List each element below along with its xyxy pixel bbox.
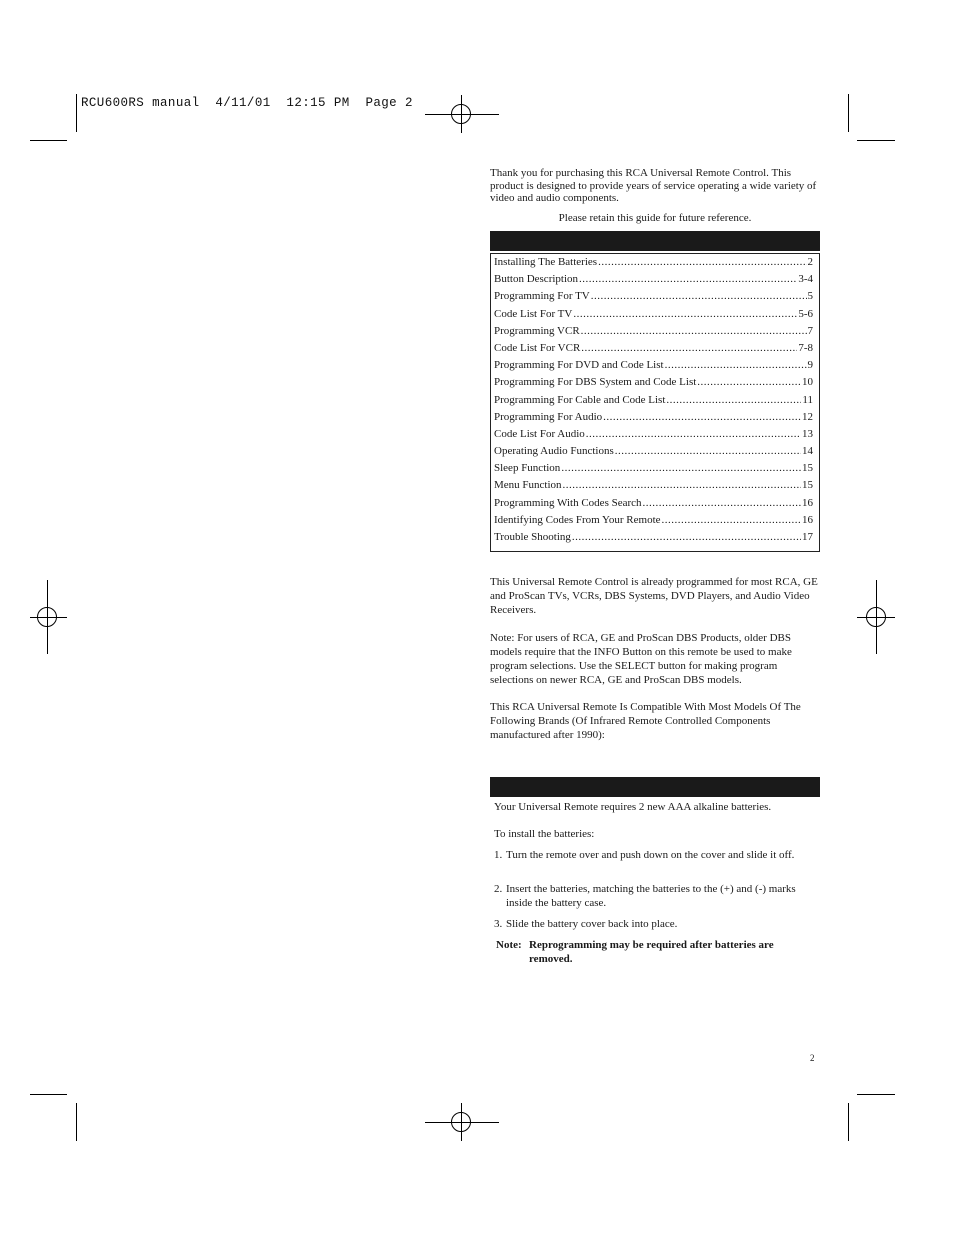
toc-entry-title: Programming VCR bbox=[494, 324, 580, 337]
toc-entry-title: Programming For Audio bbox=[494, 410, 603, 423]
toc-dot-leader bbox=[581, 325, 807, 337]
toc-entry bbox=[494, 531, 813, 548]
toc-entry-page: 16 bbox=[802, 513, 813, 526]
toc-entry-page: 12 bbox=[802, 410, 813, 423]
step-text: Insert the batteries, matching the batteries to the (+) and (-) marks inside the battery case. bbox=[506, 883, 796, 909]
toc-entry-title: Sleep Function bbox=[494, 462, 561, 475]
toc-entry bbox=[494, 514, 813, 531]
toc-entry-page: 11 bbox=[802, 393, 813, 406]
battery-requirement: Your Universal Remote requires 2 new AAA alkaline batteries. bbox=[494, 801, 772, 813]
toc-entry-page: 16 bbox=[802, 496, 813, 509]
install-step bbox=[494, 918, 816, 932]
toc-entry-page: 9 bbox=[807, 359, 813, 372]
toc-entry-title: Code List For VCR bbox=[494, 341, 581, 354]
toc-entry-page: 13 bbox=[802, 427, 813, 440]
step-number: 1. bbox=[494, 849, 503, 861]
page-number: 2 bbox=[810, 1053, 815, 1063]
toc-entry-title: Code List For Audio bbox=[494, 427, 585, 440]
step-text: Slide the battery cover back into place. bbox=[506, 918, 678, 930]
toc-entry-page: 15 bbox=[802, 479, 813, 492]
step-number: 3. bbox=[494, 918, 503, 930]
toc-dot-leader bbox=[603, 411, 801, 423]
toc-dot-leader bbox=[579, 273, 797, 285]
toc-entry bbox=[494, 428, 813, 445]
note-text: Reprogramming may be required after batteries are removed. bbox=[529, 939, 774, 965]
printer-slug: RCU600RS manual 4/11/01 12:15 PM Page 2 bbox=[81, 96, 413, 110]
toc-entry bbox=[494, 308, 813, 325]
toc-entry-page: 3-4 bbox=[798, 273, 813, 286]
toc-dot-leader bbox=[697, 376, 801, 388]
toc-dot-leader bbox=[665, 359, 807, 371]
contents-header-bar bbox=[490, 231, 820, 251]
toc-entry-page: 7-8 bbox=[798, 341, 813, 354]
step-number: 2. bbox=[494, 883, 503, 895]
toc-entry-title: Installing The Batteries bbox=[494, 256, 598, 268]
toc-entry-title: Programming For Cable and Code List bbox=[494, 393, 666, 406]
toc-entry-page: 2 bbox=[807, 256, 813, 268]
toc-entry-title: Identifying Codes From Your Remote bbox=[494, 513, 661, 526]
toc-entry bbox=[494, 445, 813, 462]
retain-note: Please retain this guide for future reference. bbox=[558, 212, 752, 224]
toc-dot-leader bbox=[573, 308, 797, 320]
toc-dot-leader bbox=[581, 342, 797, 354]
toc-dot-leader bbox=[591, 290, 807, 302]
toc-entry-title: Programming For DBS System and Code List bbox=[494, 376, 697, 389]
toc-entry-page: 14 bbox=[802, 445, 813, 458]
dbs-note-paragraph: Note: For users of RCA, GE and ProScan DBS Products, older DBS models require that the INFO Button on this remote be used to make program selections. Use the SELECT button for making program selections on newer RCA, GE and ProScan DBS models. bbox=[490, 632, 792, 686]
toc-entry bbox=[494, 342, 813, 359]
note-label: Note: bbox=[496, 939, 522, 951]
toc-entry bbox=[494, 411, 813, 428]
install-intro: To install the batteries: bbox=[494, 828, 595, 840]
toc-dot-leader bbox=[666, 394, 801, 406]
install-step bbox=[494, 883, 816, 910]
toc-entry-title: Menu Function bbox=[494, 479, 562, 492]
toc-entry-title: Trouble Shooting bbox=[494, 531, 571, 543]
toc-entry bbox=[494, 394, 813, 411]
compatibility-paragraph: This RCA Universal Remote Is Compatible With Most Models Of The Following Brands (Of Infrared Remote Controlled Components manufactured after 1990): bbox=[490, 701, 801, 741]
toc-dot-leader bbox=[563, 479, 801, 491]
reprogramming-note bbox=[496, 939, 796, 966]
toc-entry bbox=[494, 376, 813, 393]
toc-dot-leader bbox=[643, 497, 801, 509]
toc-entry-page: 17 bbox=[802, 531, 813, 543]
batteries-header-bar bbox=[490, 777, 820, 797]
intro-paragraph: Thank you for purchasing this RCA Universal Remote Control. This product is designed to provide years of service operating a wide variety of video and audio components. bbox=[490, 167, 817, 204]
toc-entry-page: 5-6 bbox=[798, 307, 813, 320]
toc-entry bbox=[494, 256, 813, 273]
install-step bbox=[494, 849, 816, 863]
toc-entry-title: Programming With Codes Search bbox=[494, 496, 642, 509]
toc-entry-title: Operating Audio Functions bbox=[494, 445, 614, 458]
toc-entry-page: 15 bbox=[802, 462, 813, 475]
toc-dot-leader bbox=[662, 514, 801, 526]
preprogrammed-paragraph: This Universal Remote Control is already programmed for most RCA, GE and ProScan TVs, VCRs, DBS Systems, DVD Players, and Audio Video Receivers. bbox=[490, 576, 818, 616]
toc-entry bbox=[494, 497, 813, 514]
toc-entry bbox=[494, 325, 813, 342]
toc-entry bbox=[494, 273, 813, 290]
toc-entry bbox=[494, 462, 813, 479]
toc-entry bbox=[494, 359, 813, 376]
toc-dot-leader bbox=[572, 531, 801, 543]
step-text: Turn the remote over and push down on the cover and slide it off. bbox=[506, 849, 795, 861]
toc-dot-leader bbox=[586, 428, 801, 440]
toc-entry-page: 5 bbox=[807, 290, 813, 303]
toc-entry-page: 7 bbox=[807, 324, 813, 337]
toc-entry bbox=[494, 290, 813, 307]
table-of-contents bbox=[490, 253, 820, 552]
toc-entry bbox=[494, 479, 813, 496]
toc-entry-title: Programming For TV bbox=[494, 290, 590, 303]
toc-dot-leader bbox=[561, 462, 801, 474]
toc-entry-page: 10 bbox=[802, 376, 813, 389]
toc-dot-leader bbox=[598, 256, 806, 268]
toc-entry-title: Code List For TV bbox=[494, 307, 573, 320]
toc-dot-leader bbox=[615, 445, 801, 457]
toc-entry-title: Programming For DVD and Code List bbox=[494, 359, 664, 372]
toc-entry-title: Button Description bbox=[494, 273, 579, 286]
